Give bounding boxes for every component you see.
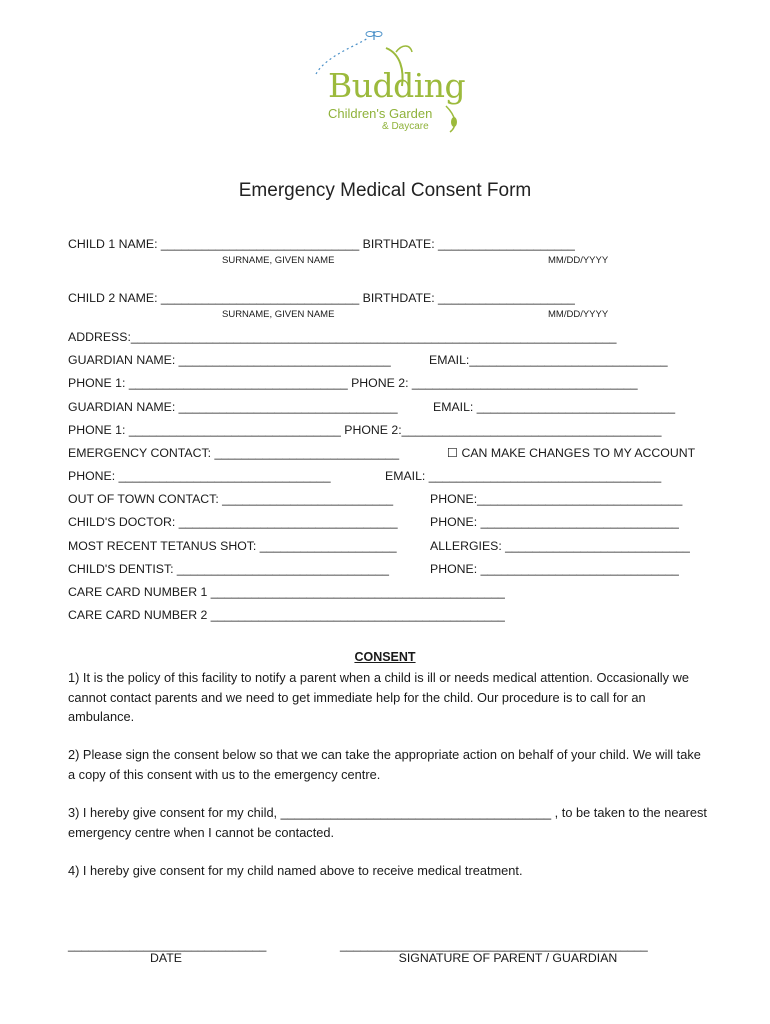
guardian1-email-field[interactable]: EMAIL:_____________________________ bbox=[429, 353, 668, 367]
child1-name-hint: SURNAME, GIVEN NAME bbox=[222, 255, 335, 266]
consent-heading: CONSENT bbox=[354, 650, 416, 664]
consent-paragraph-4: 4) I hereby give consent for my child named above to receive medical treatment. bbox=[68, 863, 523, 878]
logo-wordmark: Budding bbox=[328, 66, 466, 105]
butterfly-icon bbox=[366, 31, 382, 40]
signature-label: SIGNATURE OF PARENT / GUARDIAN bbox=[398, 951, 618, 965]
budding-logo bbox=[306, 26, 466, 136]
child1-date-hint: MM/DD/YYYY bbox=[548, 255, 609, 266]
guardian2-phones-field[interactable]: PHONE 1: _______________________________ PHONE 2:______________________________________ bbox=[68, 423, 662, 437]
date-label: DATE bbox=[150, 951, 182, 965]
allergies-field[interactable]: ALLERGIES: ___________________________ bbox=[430, 539, 690, 553]
can-make-changes-checkbox[interactable]: ☐ CAN MAKE CHANGES TO MY ACCOUNT bbox=[447, 446, 696, 460]
guardian1-name-field[interactable]: GUARDIAN NAME: _______________________________ bbox=[68, 353, 391, 367]
child1-name-field[interactable]: CHILD 1 NAME: _____________________________ BIRTHDATE: ____________________ bbox=[68, 237, 575, 251]
address-field[interactable]: ADDRESS:_______________________________________________________________________ bbox=[68, 330, 617, 344]
consent-paragraph-1: 1) It is the policy of this facility to notify a parent when a child is ill or needs medical attention. Occasionally we cannot contact parents and we need to get immediate help for the child. Our procedure is to call for an ambulance. bbox=[68, 670, 689, 724]
tetanus-field[interactable]: MOST RECENT TETANUS SHOT: ____________________ bbox=[68, 539, 397, 553]
emergency-contact-field[interactable]: EMERGENCY CONTACT: ___________________________ bbox=[68, 446, 400, 460]
care-card-1-field[interactable]: CARE CARD NUMBER 1 ___________________________________________ bbox=[68, 585, 505, 599]
consent-paragraph-3[interactable]: 3) I hereby give consent for my child, ______________________________________ , to be taken to the nearest emergency centre when I cannot be contacted. bbox=[68, 805, 707, 840]
out-of-town-contact-field[interactable]: OUT OF TOWN CONTACT: _________________________ bbox=[68, 492, 394, 506]
out-of-town-phone-field[interactable]: PHONE:______________________________ bbox=[430, 492, 683, 506]
logo-subtitle-2: & Daycare bbox=[382, 121, 429, 132]
guardian1-phones-field[interactable]: PHONE 1: ________________________________ PHONE 2: _________________________________ bbox=[68, 376, 638, 390]
logo-subtitle: Children's Garden bbox=[328, 106, 433, 121]
signature-line[interactable]: _____________________________________________ bbox=[340, 938, 648, 952]
emergency-phone-field[interactable]: PHONE: _______________________________ bbox=[68, 469, 331, 483]
guardian2-email-field[interactable]: EMAIL: _____________________________ bbox=[433, 400, 676, 414]
doctor-field[interactable]: CHILD'S DOCTOR: ________________________________ bbox=[68, 515, 398, 529]
form-title: Emergency Medical Consent Form bbox=[238, 180, 532, 201]
emergency-email-field[interactable]: EMAIL: __________________________________ bbox=[385, 469, 662, 483]
dentist-field[interactable]: CHILD'S DENTIST: _______________________________ bbox=[68, 562, 389, 576]
consent-paragraph-2: 2) Please sign the consent below so that we can take the appropriate action on behalf of your child. We will take a copy of this consent with us to the emergency centre. bbox=[68, 747, 701, 782]
dentist-phone-field[interactable]: PHONE: _____________________________ bbox=[430, 562, 679, 576]
child2-name-hint: SURNAME, GIVEN NAME bbox=[222, 309, 335, 320]
doctor-phone-field[interactable]: PHONE: _____________________________ bbox=[430, 515, 679, 529]
date-line[interactable]: _____________________________ bbox=[68, 938, 267, 952]
child2-name-field[interactable]: CHILD 2 NAME: _____________________________ BIRTHDATE: ____________________ bbox=[68, 291, 575, 305]
care-card-2-field[interactable]: CARE CARD NUMBER 2 ___________________________________________ bbox=[68, 608, 505, 622]
child2-date-hint: MM/DD/YYYY bbox=[548, 309, 609, 320]
guardian2-name-field[interactable]: GUARDIAN NAME: ________________________________ bbox=[68, 400, 398, 414]
